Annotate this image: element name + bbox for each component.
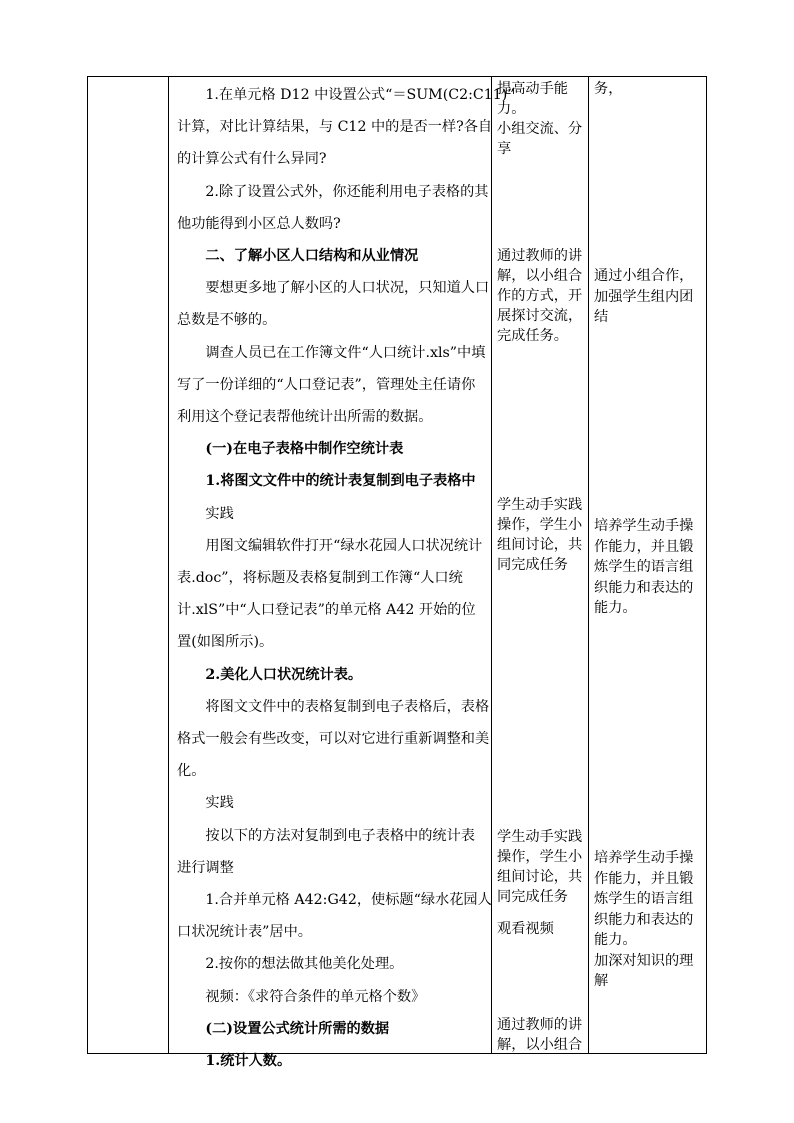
content-line: 他功能得到小区总人数吗?	[177, 215, 341, 232]
student-activity-line: 享	[497, 141, 512, 157]
student-activity-line: 解，以小组合	[497, 1037, 583, 1053]
content-line: 要想更多地了解小区的人口状况，只知道人口	[205, 280, 490, 297]
design-intent-line: 织能力和表达的	[594, 579, 694, 596]
design-intent-line: 作能力，并且锻	[594, 538, 694, 555]
content-line: 写了一份详细的“人口登记表”，管理处主任请你	[177, 376, 476, 393]
design-intent-column	[591, 77, 705, 1053]
empty-first-column	[88, 77, 168, 1053]
student-activity-block	[494, 1015, 589, 1055]
design-intent-line: 培养学生动手操	[594, 850, 694, 866]
design-intent-line: 结	[594, 309, 609, 325]
content-line: 调查人员已在工作簿文件“人口统计.xls”中填	[205, 344, 486, 361]
content-line: 置(如图所示)。	[177, 634, 274, 651]
content-line: 计.xlS”中“人口登记表”的单元格 A42 开始的位	[177, 602, 476, 619]
content-line: 2.按你的想法做其他美化处理。	[205, 956, 404, 973]
student-activity-line: 组间讨论，共	[497, 869, 583, 885]
content-line: 格式一般会有些改变，可以对它进行重新调整和美	[177, 731, 490, 748]
section-heading: 2.美化人口状况统计表。	[205, 666, 363, 683]
content-line: 按以下的方法对复制到电子表格中的统计表	[205, 827, 475, 844]
student-activity-line: 观看视频	[497, 921, 554, 937]
lesson-plan-table	[87, 76, 707, 1070]
section-heading: (二)设置公式统计所需的数据	[205, 1020, 390, 1037]
content-line: 利用这个登记表帮他统计出所需的数据。	[177, 409, 433, 426]
design-intent-block	[591, 79, 705, 100]
design-intent-line: 织能力和表达的	[594, 911, 694, 928]
section-heading: 二、了解小区人口结构和从业情况	[205, 248, 419, 265]
student-activity-line: 完成任务。	[497, 328, 568, 344]
content-line: 表.doc”，将标题及表格复制到工作簿“人口统	[177, 570, 463, 587]
section-heading: 1.将图文文件中的统计表复制到电子表格中	[205, 473, 476, 490]
design-intent-line: 能力。	[594, 600, 637, 616]
content-line: 计算，对比计算结果，与 C12 中的是否一样?各自	[177, 119, 493, 136]
student-activity-line: 学生动手实践	[497, 497, 583, 513]
content-line: 的计算公式有什么异同?	[177, 151, 327, 168]
design-intent-block	[591, 516, 705, 619]
content-line: 1.合并单元格 A42:G42，使标题“绿水花园人	[205, 892, 492, 909]
student-activity-line: 展探讨交流，	[497, 308, 583, 324]
design-intent-line: 务，	[594, 81, 623, 97]
student-activity-line: 操作，学生小	[497, 517, 583, 533]
student-activity-line: 操作，学生小	[497, 849, 583, 865]
content-line: 口状况统计表”居中。	[177, 924, 312, 941]
design-intent-line: 加深对知识的理	[594, 952, 694, 969]
student-activity-line: 通过教师的讲	[497, 248, 583, 264]
student-activity-line: 通过教师的讲	[497, 1017, 583, 1033]
design-intent-block	[591, 848, 705, 992]
design-intent-line: 通过小组合作，	[594, 268, 694, 284]
content-line: 用图文编辑软件打开“绿水花园人口状况统计	[205, 537, 483, 554]
student-activity-block	[494, 79, 589, 159]
student-activity-line: 学生动手实践	[497, 829, 583, 845]
design-intent-line: 炼学生的语言组	[594, 891, 694, 907]
student-activity-line: 作的方式，开	[497, 288, 583, 304]
design-intent-line: 炼学生的语言组	[594, 559, 694, 575]
content-line: 视频：《求符合条件的单元格个数》	[205, 988, 426, 1005]
design-intent-block	[591, 266, 705, 328]
content-line: 总数是不够的。	[177, 312, 277, 329]
content-line: 1.在单元格 D12 中设置公式“＝SUM(C2:C11)”	[205, 87, 515, 103]
design-intent-line: 能力。	[594, 932, 637, 948]
design-intent-line: 培养学生动手操	[594, 518, 694, 534]
design-intent-line: 作能力，并且锻	[594, 870, 694, 887]
student-activity-line: 组间讨论，共	[497, 537, 583, 553]
content-line: 实践	[205, 505, 234, 522]
section-heading: (一)在电子表格中制作空统计表	[205, 441, 404, 458]
content-line: 实践	[205, 795, 234, 812]
student-activity-block	[494, 827, 589, 939]
content-line: 进行调整	[177, 859, 234, 876]
content-line: 2.除了设置公式外，你还能利用电子表格的其	[205, 183, 489, 200]
student-activity-line: 提高动手能力。	[497, 81, 568, 117]
student-activity-line: 解，以小组合	[497, 268, 583, 284]
content-line: 化。	[177, 763, 206, 780]
student-activity-block	[494, 246, 589, 346]
content-line: 将图文文件中的表格复制到电子表格后，表格	[205, 698, 490, 715]
student-activity-line: 同完成任务	[497, 557, 568, 573]
design-intent-line: 加强学生组内团	[594, 288, 694, 305]
design-intent-line: 解	[594, 973, 609, 989]
student-activity-block	[494, 495, 589, 575]
section-heading: 1.统计人数。	[205, 1053, 292, 1070]
student-activity-column	[494, 77, 589, 1053]
student-activity-line: 同完成任务	[497, 889, 568, 905]
student-activity-line: 小组交流、分	[497, 121, 583, 137]
